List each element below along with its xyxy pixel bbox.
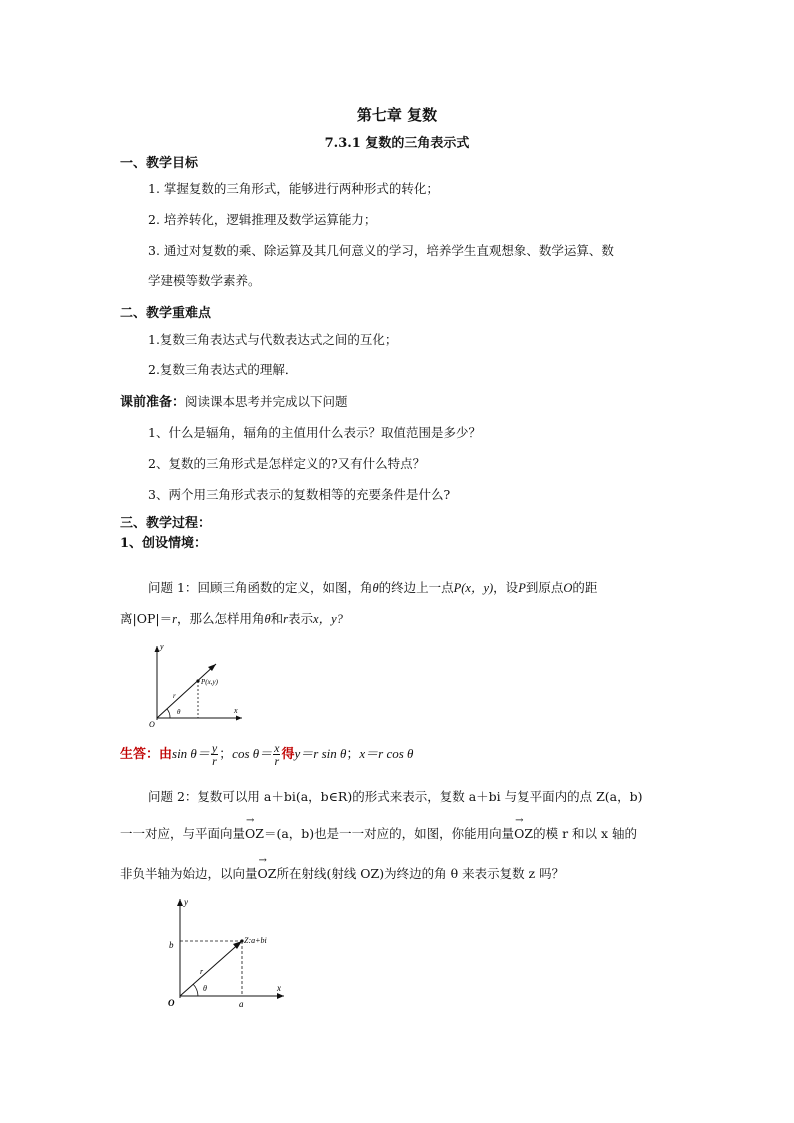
goal-item: 3. 通过对复数的乘、除运算及其几何意义的学习，培养学生直观想象、数学运算、数	[148, 243, 614, 258]
y-axis-arrow	[155, 646, 160, 652]
a-label: a	[239, 999, 244, 1008]
theta-label: θ	[203, 984, 207, 993]
eq-x: x＝r cos θ	[359, 746, 414, 761]
problem2-text: 一一对应，与平面向量	[120, 826, 246, 841]
vector-oz: → OZ	[245, 826, 264, 841]
figure-complex-plane	[160, 893, 290, 1008]
origin-label: O	[149, 720, 155, 729]
theta-symbol: θ	[264, 612, 271, 626]
key-point-item: 1.复数三角表达式与代数表达式之间的互化；	[148, 332, 398, 347]
p-symbol: P	[518, 581, 526, 595]
vector-oz-line	[180, 941, 242, 996]
vector-oz: → OZ	[514, 826, 533, 841]
problem1-line2	[120, 609, 343, 627]
problem1-text: ，那么怎样用角	[176, 611, 265, 626]
de-text: 得	[281, 747, 295, 762]
process-subheading: 1、创设情境：	[120, 536, 208, 551]
point-p: P(x，y)	[453, 581, 494, 595]
problem1-line1	[148, 578, 597, 596]
x-axis-label: x	[234, 706, 238, 715]
preview-text: 阅读课本思考并完成以下问题	[185, 394, 348, 409]
goal-item: 学建模等数学素养。	[148, 273, 261, 288]
problem1-text: ，设	[493, 580, 519, 595]
process-heading: 三、教学过程：	[120, 516, 212, 531]
problem1-text: 回顾三角函数的定义，如图，角	[197, 580, 373, 595]
theta-symbol: θ	[372, 581, 379, 595]
problem1-text: 表示	[288, 611, 314, 626]
problem1-text: 的终边上一点	[378, 580, 454, 595]
separator: ；	[219, 747, 233, 762]
key-points-heading: 二、教学重难点	[120, 306, 212, 321]
x-axis-arrow	[277, 993, 284, 999]
terminal-side	[157, 664, 216, 718]
goal-item: 2. 培养转化，逻辑推理及数学运算能力；	[148, 212, 377, 227]
point-label: Z:a+bi	[244, 936, 267, 945]
point-p-dot	[196, 679, 199, 682]
b-label: b	[169, 940, 174, 950]
y-axis-label: y	[160, 642, 164, 651]
problem1-text: 到原点	[525, 580, 564, 595]
vector-oz: → OZ	[258, 866, 277, 881]
chapter-title: 第七章 复数	[356, 106, 438, 124]
problem2-line1: 问题 2：复数可以用 a＋bi(a，b∈R)的形式来表示，复数 a＋bi 与复平面内的点 Z(a，b)	[148, 789, 643, 804]
problem2-text: 非负半轴为始边，以向量	[120, 866, 258, 881]
preview-question: 2、复数的三角形式是怎样定义的?又有什么特点？	[148, 456, 426, 471]
goal-item: 1. 掌握复数的三角形式，能够进行两种形式的转化；	[148, 181, 439, 196]
preview-question: 3、两个用三角形式表示的复数相等的充要条件是什么?	[148, 487, 451, 502]
problem1-label: 问题 1：	[148, 580, 198, 595]
y-axis-label: y	[184, 897, 188, 907]
section-title: 7.3.1 复数的三角表示式	[324, 136, 470, 151]
r-symbol: r	[283, 612, 289, 626]
eq-y: y＝r sin θ	[294, 746, 347, 761]
origin-label: O	[168, 998, 175, 1008]
goals-heading: 一、教学目标	[120, 156, 199, 171]
problem2-line3	[120, 864, 564, 882]
theta-label: θ	[177, 708, 181, 716]
r-label: r	[173, 692, 176, 700]
fraction-denominator: r	[212, 754, 217, 768]
student-answer	[120, 742, 413, 767]
fraction-y-over-r	[211, 742, 218, 767]
problem2-text: ＝(a，b)也是一一对应的，如图，你能用向量	[263, 826, 515, 841]
problem2-text: 的模 r 和以 x 轴的	[533, 826, 638, 841]
separator: ；	[346, 747, 360, 762]
point-label: P(x,y)	[201, 678, 218, 686]
angle-arc	[193, 984, 198, 996]
fraction-denominator: r	[274, 754, 280, 768]
problem2-text: 所在射线(射线 OZ)为终边的角 θ 来表示复数 z 吗？	[276, 866, 565, 881]
preview-line	[120, 391, 348, 410]
problem1-text: 和	[270, 611, 284, 626]
fraction-numerator: x	[274, 741, 280, 755]
fraction-numerator: y	[211, 741, 218, 755]
sin-expr: sin θ＝	[172, 746, 210, 761]
fraction-x-over-r	[273, 742, 280, 767]
r-label: r	[200, 967, 204, 976]
answer-label: 生答：由	[120, 747, 173, 762]
key-point-item: 2.复数三角表达式的理解．	[148, 362, 298, 377]
problem2-line2	[120, 824, 637, 842]
figure-angle-point	[142, 640, 247, 730]
angle-arc	[167, 709, 170, 718]
cos-expr: cos θ＝	[232, 746, 273, 761]
y-axis-arrow	[177, 899, 183, 906]
preview-label: 课前准备：	[120, 395, 186, 410]
x-axis-arrow	[236, 716, 242, 721]
r-symbol: r	[172, 612, 177, 626]
o-symbol: O	[563, 581, 573, 595]
problem1-text: 的距	[572, 580, 598, 595]
problem1-text: 离|OP|＝	[120, 611, 173, 626]
xy-symbols: x，y?	[313, 612, 343, 626]
preview-question: 1、什么是辐角，辐角的主值用什么表示？取值范围是多少？	[148, 425, 481, 440]
x-axis-label: x	[277, 983, 281, 993]
